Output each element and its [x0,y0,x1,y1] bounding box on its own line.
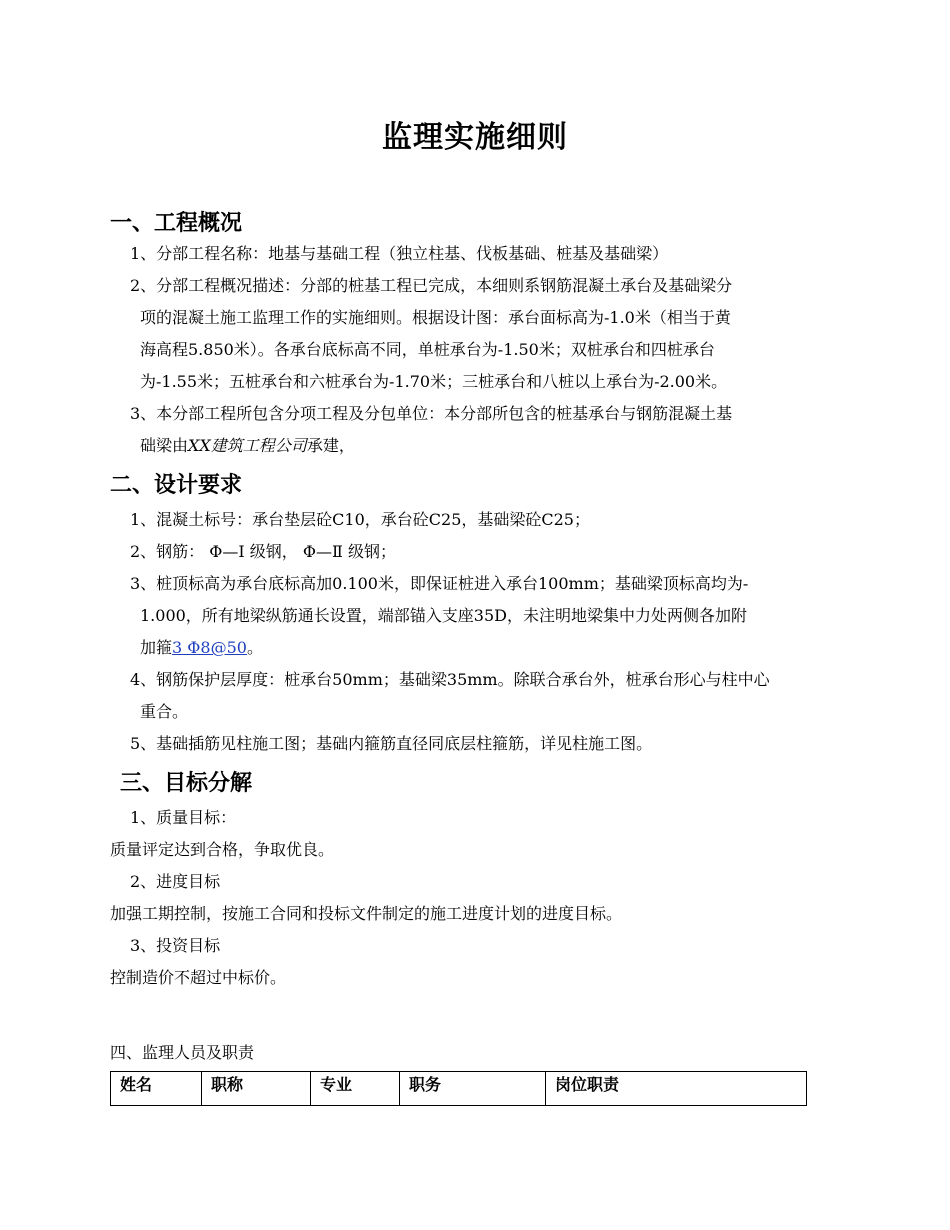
section-heading-overview: 一、工程概况 [110,211,243,236]
column-header-name: 姓名 [111,1072,202,1106]
design-item-4-line-1: 4、钢筋保护层厚度：桩承台50mm；基础梁35mm。除联合承台外，桩承台形心与柱中心 [130,670,770,689]
overview-item-3-line-2 [140,430,355,462]
design-item-3-line-3 [140,632,263,664]
design-item-5: 5、基础插筋见柱施工图；基础内箍筋直径同底层柱箍筋，详见柱施工图。 [130,734,653,753]
overview-item-2-line-1: 2、分部工程概况描述：分部的桩基工程已完成，本细则系钢筋混凝土承台及基础梁分 [130,276,733,295]
overview-item-1: 1、分部工程名称：地基与基础工程（独立柱基、伐板基础、桩基及基础梁） [130,244,669,263]
design-item-4-line-2: 重合。 [140,702,189,721]
stirrup-spec-link[interactable]: 3 Φ8@50 [172,638,247,657]
column-header-title: 职称 [202,1072,311,1106]
column-header-duties: 岗位职责 [546,1072,807,1106]
design-item-1: 1、混凝土标号：承台垫层砼C10，承台砼C25，基础梁砼C25； [130,510,590,529]
column-header-position: 职务 [400,1072,546,1106]
table-header-row [111,1072,807,1106]
section-heading-targets: 三、目标分解 [120,771,253,796]
text: 。 [246,638,263,657]
target-investment-label: 3、投资目标 [130,936,221,955]
document-title: 监理实施细则 [382,120,568,155]
text: 承建， [306,436,355,455]
design-item-2: 2、钢筋： Φ—Ⅰ 级钢， Φ—Ⅱ 级钢； [130,542,396,561]
target-quality-label: 1、质量目标： [130,808,237,827]
section-heading-design-requirements: 二、设计要求 [110,473,243,498]
target-investment-text: 控制造价不超过中标价。 [110,968,287,987]
design-item-3-line-1: 3、桩顶标高为承台底标高加0.100米，即保证桩进入承台100mm；基础梁顶标高均为- [130,574,749,593]
overview-item-2-line-2: 项的混凝土施工监理工作的实施细则。根据设计图：承台面标高为-1.0米（相当于黄 [140,308,731,327]
target-schedule-label: 2、进度目标 [130,872,221,891]
overview-item-2-line-4: 为-1.55米；五桩承台和六桩承台为-1.70米；三桩承台和八桩以上承台为-2.00米。 [140,372,728,391]
text: 加箍 [140,638,173,657]
design-item-3-line-2: 1.000，所有地梁纵筋通长设置，端部锚入支座35D，未注明地梁集中力处两侧各加附 [140,606,747,625]
overview-item-2-line-3: 海高程5.850米）。各承台底标高不同，单桩承台为-1.50米；双桩承台和四桩承台 [140,340,715,359]
target-quality-text: 质量评定达到合格，争取优良。 [110,840,335,859]
staff-table [110,1071,807,1106]
column-header-specialty: 专业 [311,1072,400,1106]
overview-item-3-line-1: 3、本分部工程所包含分项工程及分包单位：本分部所包含的桩基承台与钢筋混凝土基 [130,404,733,423]
contractor-name: XX建筑工程公司 [188,436,307,455]
section-heading-staff: 四、监理人员及职责 [110,1043,255,1062]
target-schedule-text: 加强工期控制，按施工合同和投标文件制定的施工进度计划的进度目标。 [110,904,623,923]
text: 础梁由 [140,436,189,455]
